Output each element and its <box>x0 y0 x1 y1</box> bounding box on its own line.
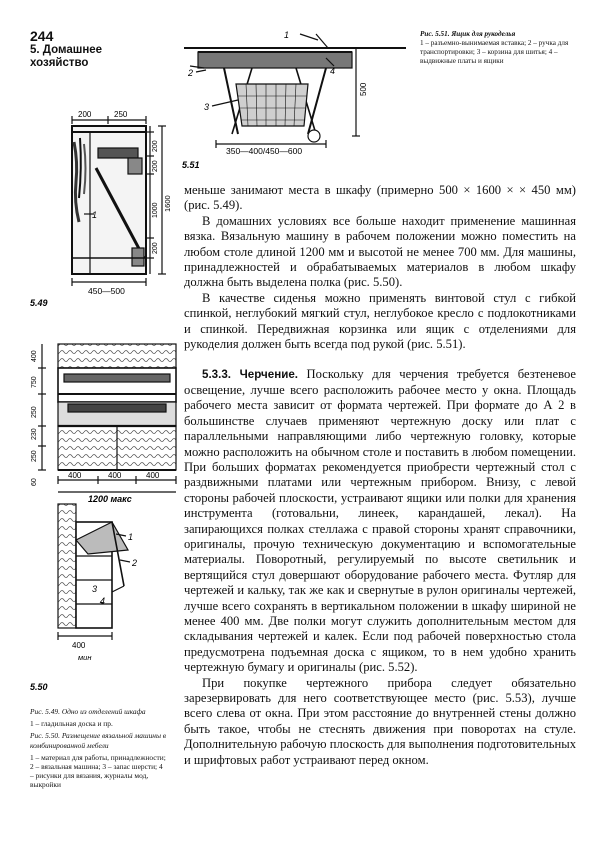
dim-lower-sub: мин <box>78 653 92 662</box>
dim-right: 500 <box>359 82 368 96</box>
page-number: 244 <box>30 28 54 44</box>
figure-5-49 <box>28 108 178 308</box>
dim-bottom-3: 400 <box>146 471 160 480</box>
callout-4: 4 <box>100 596 106 606</box>
caption-5-51 <box>420 30 592 66</box>
caption-5-50-title: Рис. 5.50. Размещение вязальной машины в комбинированной мебели <box>30 731 167 750</box>
dim-bottom-1: 400 <box>68 471 82 480</box>
dim-top-2: 250 <box>114 110 128 119</box>
section-title: 5.3.3. Черчение. <box>202 368 298 382</box>
dim-left-1: 400 <box>31 350 38 362</box>
dim-right-3: 1000 <box>152 202 159 218</box>
dim-right-5: 1600 <box>163 195 172 212</box>
caption-5-49-title: Рис. 5.49. Одно из отделений шкафа <box>30 707 146 716</box>
dim-left-3: 250 <box>31 406 38 418</box>
dim-left-6: 60 <box>31 478 38 486</box>
callout-3: 3 <box>92 584 98 594</box>
dim-right-2: 200 <box>152 160 159 172</box>
dim-lower: 400 <box>72 641 86 650</box>
caption-5-51-title: Рис. 5.51. Ящик для рукоделья <box>420 30 516 38</box>
dim-bottom-2: 400 <box>108 471 122 480</box>
figure-label: 5.50 <box>30 682 48 692</box>
dim-right-4: 200 <box>152 242 159 254</box>
dim-left-2: 750 <box>31 376 38 388</box>
callout-1: 1 <box>128 532 134 542</box>
paragraph-2: В домашних условиях все больше находит применение машинная вязка. Вязальную машину в рабочем положении можно поместить на любом столе длиной 1200 мм и высотой не менее 700 мм. Для машины, принадлежностей и обрабатываемых материалов в любом шкафу должна быть выделена полка (рис. 5.50). <box>184 213 576 290</box>
dim-bottom: 350—400/450—600 <box>226 146 303 156</box>
dim-right-1: 200 <box>152 140 159 152</box>
callout-2: 2 <box>132 558 138 568</box>
chapter-title: 5. Домашнее хозяйство <box>30 44 103 69</box>
figure-label: 5.49 <box>30 298 48 308</box>
callout-2: 2 <box>188 68 194 78</box>
dim-bottom: 450—500 <box>88 286 125 296</box>
callout-1: 1 <box>284 30 290 40</box>
paragraph-3: В качестве сиденья можно применять винтовой стул с гибкой спинкой, неглубокий мягкий стул, неглубокое кресло с подлокотниками и спинкой. Передвижная корзинка или ящик с отделениями для рукоделия должен быть всегда под рукой (рис. 5.51). <box>184 290 576 352</box>
paragraph-5: При покупке чертежного прибора следует обязательно зарезервировать для него соответствующее место (рис. 5.53), лучше всего слева от окна. При этом расстояние до внутренней стены должно быть такое, чтобы не стеснять движения при поворотах на стуле. Дополнительную рабочую плоскость для выполнения подготовительных и шрифтовых работ устраивают перед окном. <box>184 675 576 767</box>
callout-4: 4 <box>330 66 336 76</box>
dim-bottom-total: 1200 макс <box>88 494 132 504</box>
paragraph-4 <box>184 367 576 675</box>
figure-5-51 <box>176 26 420 176</box>
caption-5-50-text: 1 – материал для работы, принадлежности; 2 – вязальная машина; 3 – запас шерсти; 4 – рисунки для вязания, журналы мод, выкройки <box>30 752 166 790</box>
left-captions <box>30 707 168 793</box>
top-box <box>198 52 352 68</box>
figure-label: 5.51 <box>182 160 200 170</box>
caption-5-49-text: 1 – гладильная доска и пр. <box>30 719 113 729</box>
dim-left-4: 230 <box>31 428 38 440</box>
paragraph-4-text: Поскольку для черчения требуется безтеневое освещение, лучше всего расположить рабочее место у окна. Площадь рабочего места зависит от формата чертежей. При формате до А 2 в большинстве случаев применяют чертежную доску или плат с параллельными направляющими либо чертежную головку, которые можно расположить на обычном столе и поставить в любом помещении. При больших форматах рекомендуется приобрести чертежный стол с раздвижными платами или чертежным прибором. Внизу, с левой стороны рабочей плоскости, устраивают ящики или полки для хранения инструмента (готовальни, линеек, карандашей, лекал). На запирающихся полках стеллажа с правой стороны хранят справочники, оригиналы, прочую техническую документацию и вспомогательные материалы. Поворотный, регулируемый по высоте светильник и вертящийся стул довершают оборудование рабочего места. Футляр для чертежей и кальку, так же как и свернутые в рулон оригиналы чертежей, лучше всего сохранять в вертикальном положении в шкафу шириной не менее 400 мм. Две полки могут служить дополнительным местом для складывания чертежей и калек. Если под рабочей поверхностью стола предусмотрена подъемная доска с ящиком, то в нем удобно хранить чертежную бумагу и оригиналы (рис. 5.52). <box>184 367 576 675</box>
caption-5-51-text: 1 – разъемно-вынимаемая вставка; 2 – ручка для транспортировки; 3 – корзина для шитья; 4 – выдвижные платы и ящики <box>420 39 569 65</box>
body-text <box>184 183 576 768</box>
dim-left-5: 250 <box>31 450 38 462</box>
dim-top-1: 200 <box>78 110 92 119</box>
paragraph-1: меньше занимают места в шкафу (примерно 500 × 1600 × × 450 мм) (рис. 5.49). <box>184 183 576 213</box>
figure-5-50 <box>28 340 180 700</box>
callout-1: 1 <box>92 210 98 220</box>
callout-3: 3 <box>204 102 210 112</box>
